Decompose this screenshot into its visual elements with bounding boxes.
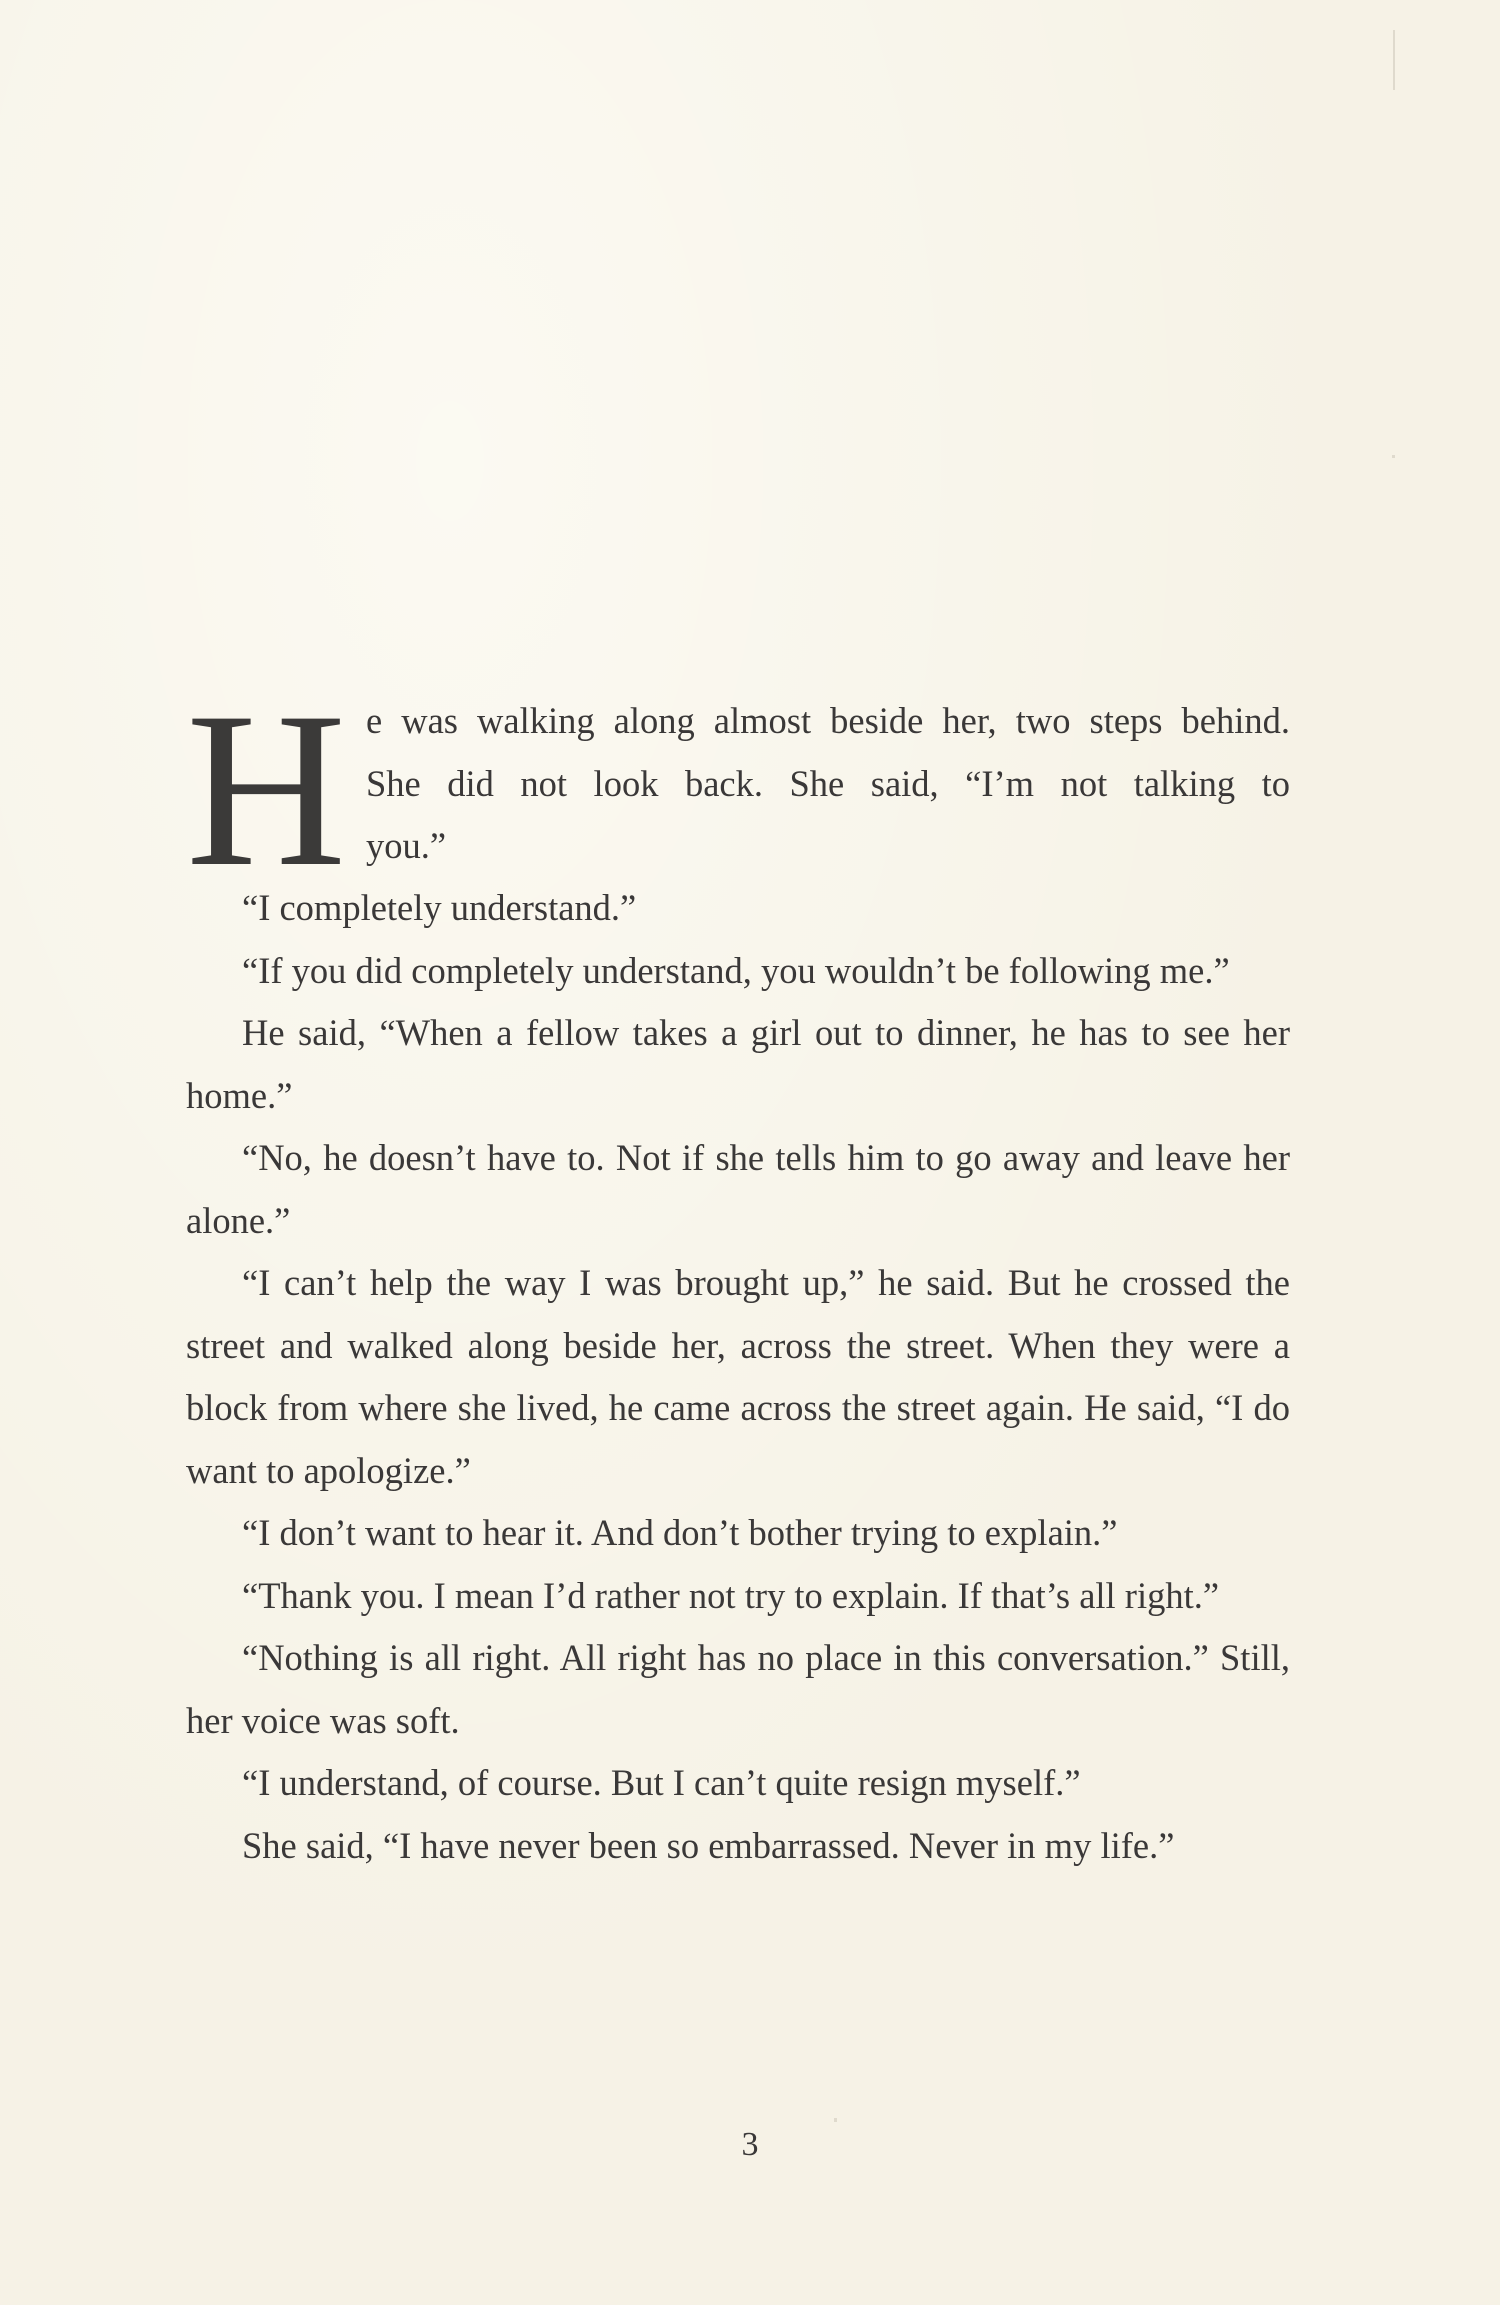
- drop-cap-lines: [366, 690, 1290, 878]
- body-text: [186, 667, 1290, 1877]
- paragraph: “Thank you. I mean I’d rather not try to explain. If that’s all right.”: [242, 1574, 1220, 1616]
- paper-speck: [1392, 455, 1395, 458]
- paragraph: “Nothing is all right. All right has no place in this conversation.” Still, her voice was soft.: [186, 1637, 1290, 1741]
- opening-line: you.”: [366, 825, 447, 866]
- paragraph: “I can’t help the way I was brought up,” he said. But he crossed the street and walked along beside her, across the street. When they were a block from where she lived, he came across the street again. He said, “I do want to apologize.”: [186, 1262, 1290, 1491]
- paper-speck: [834, 2118, 837, 2122]
- page-number: 3: [741, 2126, 759, 2163]
- paper-speck: [1393, 30, 1395, 90]
- opening-line: She did not look back. She said, “I’m not talking to: [366, 762, 1290, 804]
- paragraph: “No, he doesn’t have to. Not if she tells him to go away and leave her alone.”: [186, 1137, 1290, 1241]
- paragraph: She said, “I have never been so embarrassed. Never in my life.”: [242, 1824, 1175, 1866]
- paragraph: He said, “When a fellow takes a girl out to dinner, he has to see her home.”: [186, 1012, 1290, 1116]
- paragraph: “I completely understand.”: [242, 887, 637, 928]
- drop-cap-letter: H: [186, 667, 347, 913]
- paragraph: “I don’t want to hear it. And don’t bother trying to explain.”: [242, 1512, 1118, 1553]
- paragraph: “I understand, of course. But I can’t quite resign myself.”: [242, 1762, 1081, 1803]
- paragraph: “If you did completely understand, you wouldn’t be following me.”: [242, 949, 1230, 991]
- opening-line: e was walking along almost beside her, two steps behind.: [366, 700, 1290, 741]
